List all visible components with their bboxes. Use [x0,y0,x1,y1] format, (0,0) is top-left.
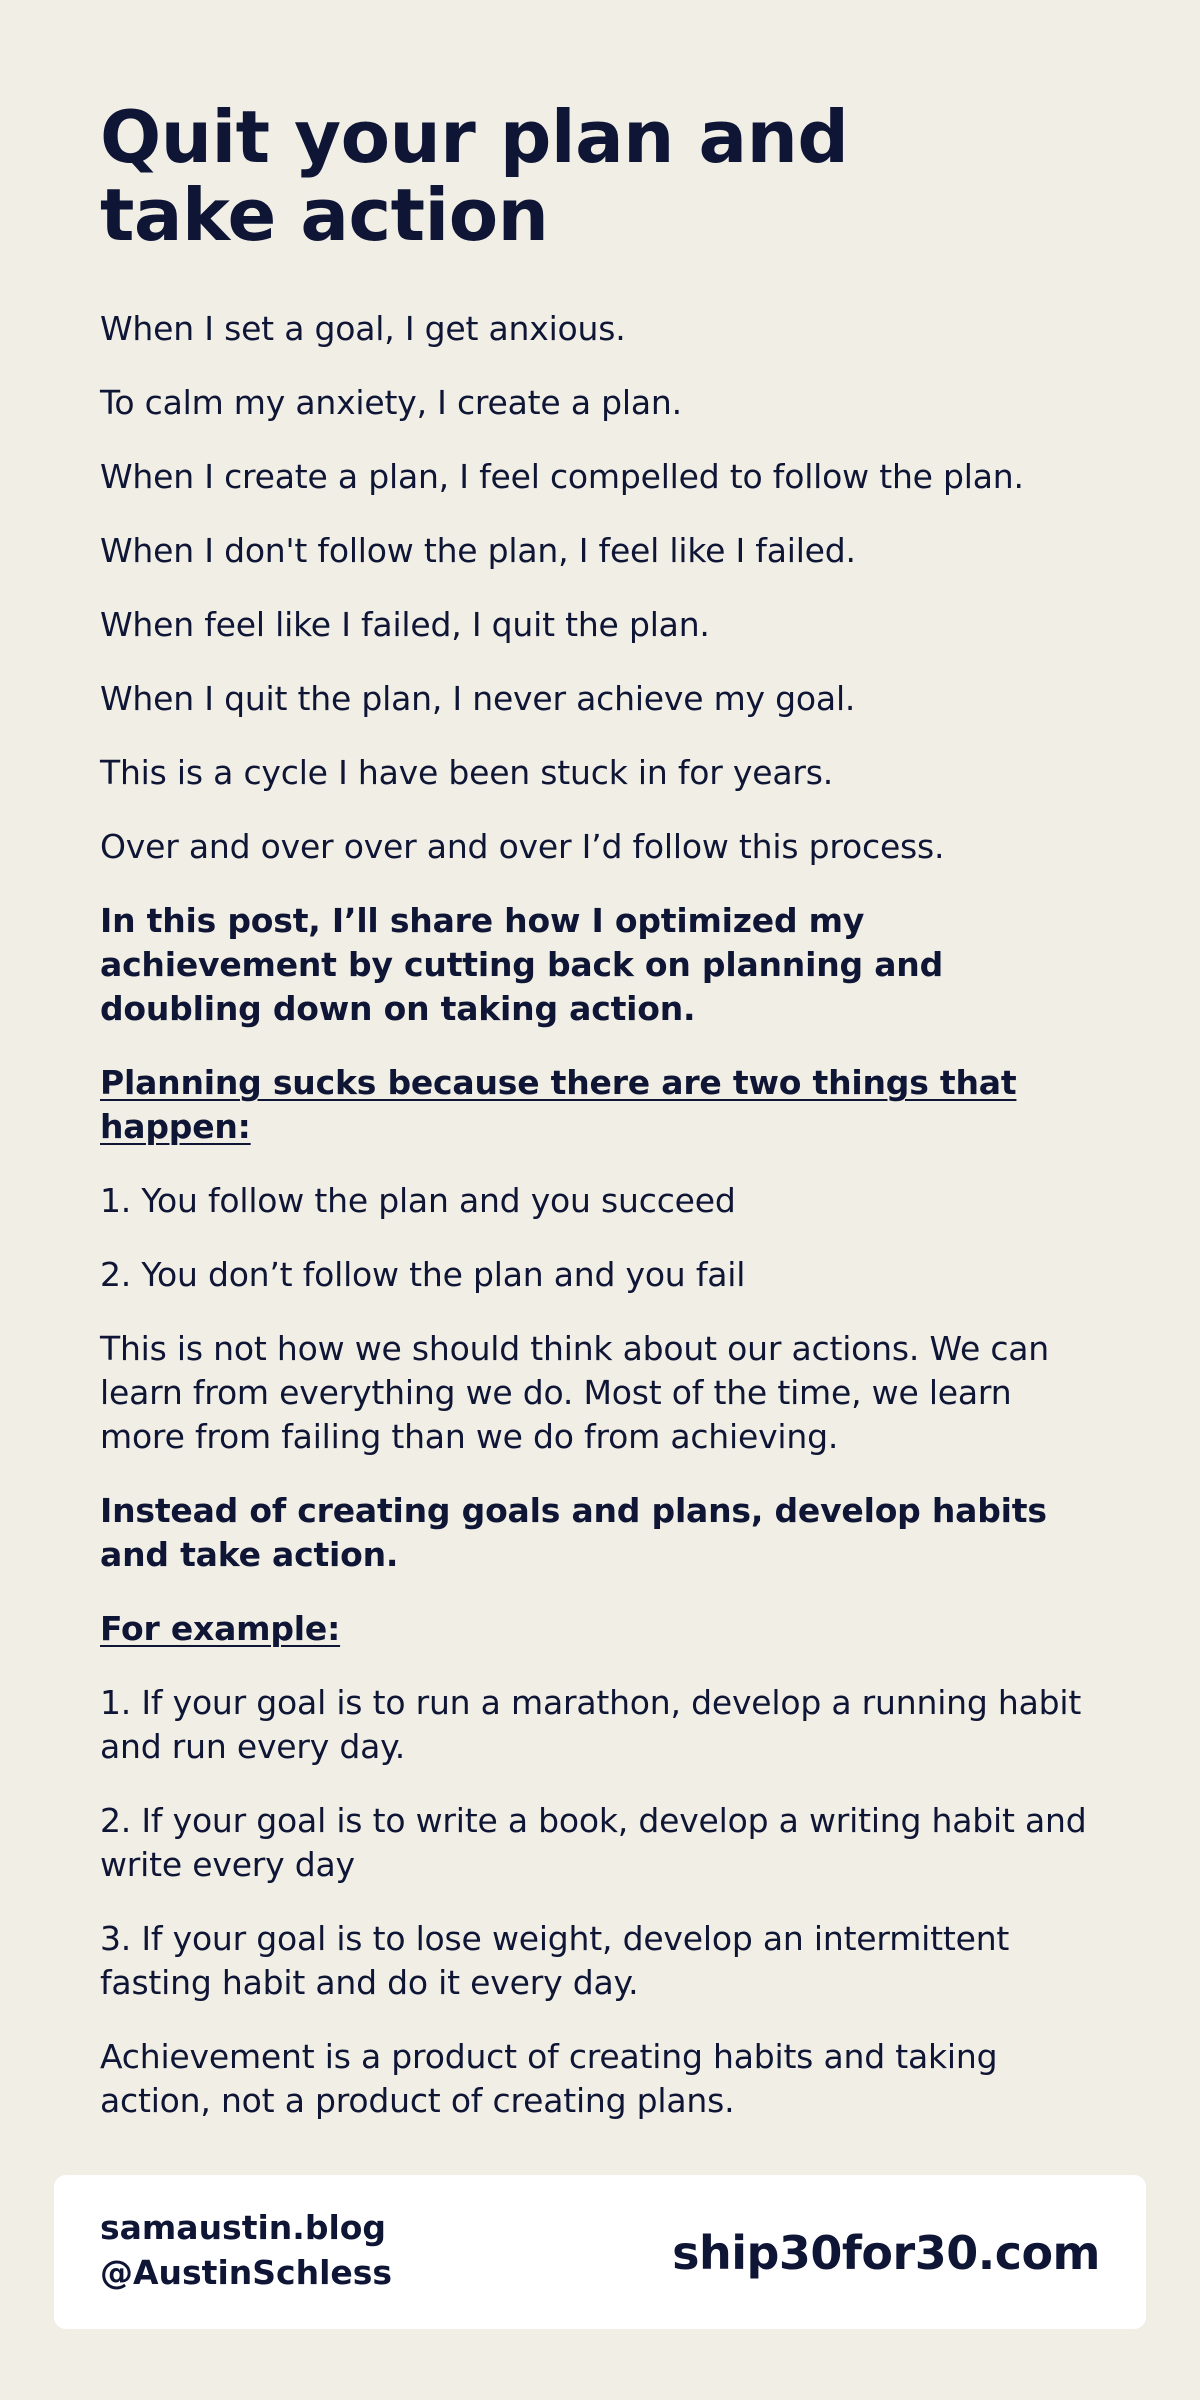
footer-card [54,2175,1146,2329]
section-heading: For example: [100,1609,341,1648]
list-item: 2. You don’t follow the plan and you fail [100,1255,746,1294]
key-paragraph: Instead of creating goals and plans, develop habits and take action. [100,1491,1047,1574]
paragraph: When I create a plan, I feel compelled to follow the plan. [100,457,1024,496]
paragraph: When feel like I failed, I quit the plan. [100,605,710,644]
conclusion-paragraph: Achievement is a product of creating habits and taking action, not a product of creating plans. [100,2037,998,2120]
paragraph: When I don't follow the plan, I feel like I failed. [100,531,856,570]
blog-link[interactable]: samaustin.blog [100,2208,387,2247]
author-info [100,2205,392,2295]
site-link[interactable]: ship30for30.com [672,2226,1100,2280]
list-item: 2. If your goal is to write a book, develop a writing habit and write every day [100,1801,1087,1884]
paragraph: To calm my anxiety, I create a plan. [100,383,682,422]
paragraph: This is not how we should think about our actions. We can learn from everything we do. Most of the time, we learn more from failing than we do from achieving. [100,1329,1050,1456]
thesis-paragraph: In this post, I’ll share how I optimized my achievement by cutting back on planning and doubling down on taking action. [100,901,944,1028]
paragraph: When I set a goal, I get anxious. [100,309,626,348]
list-item: 1. You follow the plan and you succeed [100,1181,736,1220]
paragraph: When I quit the plan, I never achieve my goal. [100,679,856,718]
paragraph: Over and over over and over I’d follow this process. [100,827,945,866]
page-title: Quit your plan and take action [100,95,849,257]
twitter-handle[interactable]: @AustinSchless [100,2253,393,2292]
article [100,95,1100,2153]
section-heading: Planning sucks because there are two things that happen: [100,1063,1017,1146]
list-item: 1. If your goal is to run a marathon, develop a running habit and run every day. [100,1683,1082,1766]
paragraph: This is a cycle I have been stuck in for years. [100,753,834,792]
list-item: 3. If your goal is to lose weight, develop an intermittent fasting habit and do it every day. [100,1919,1010,2002]
